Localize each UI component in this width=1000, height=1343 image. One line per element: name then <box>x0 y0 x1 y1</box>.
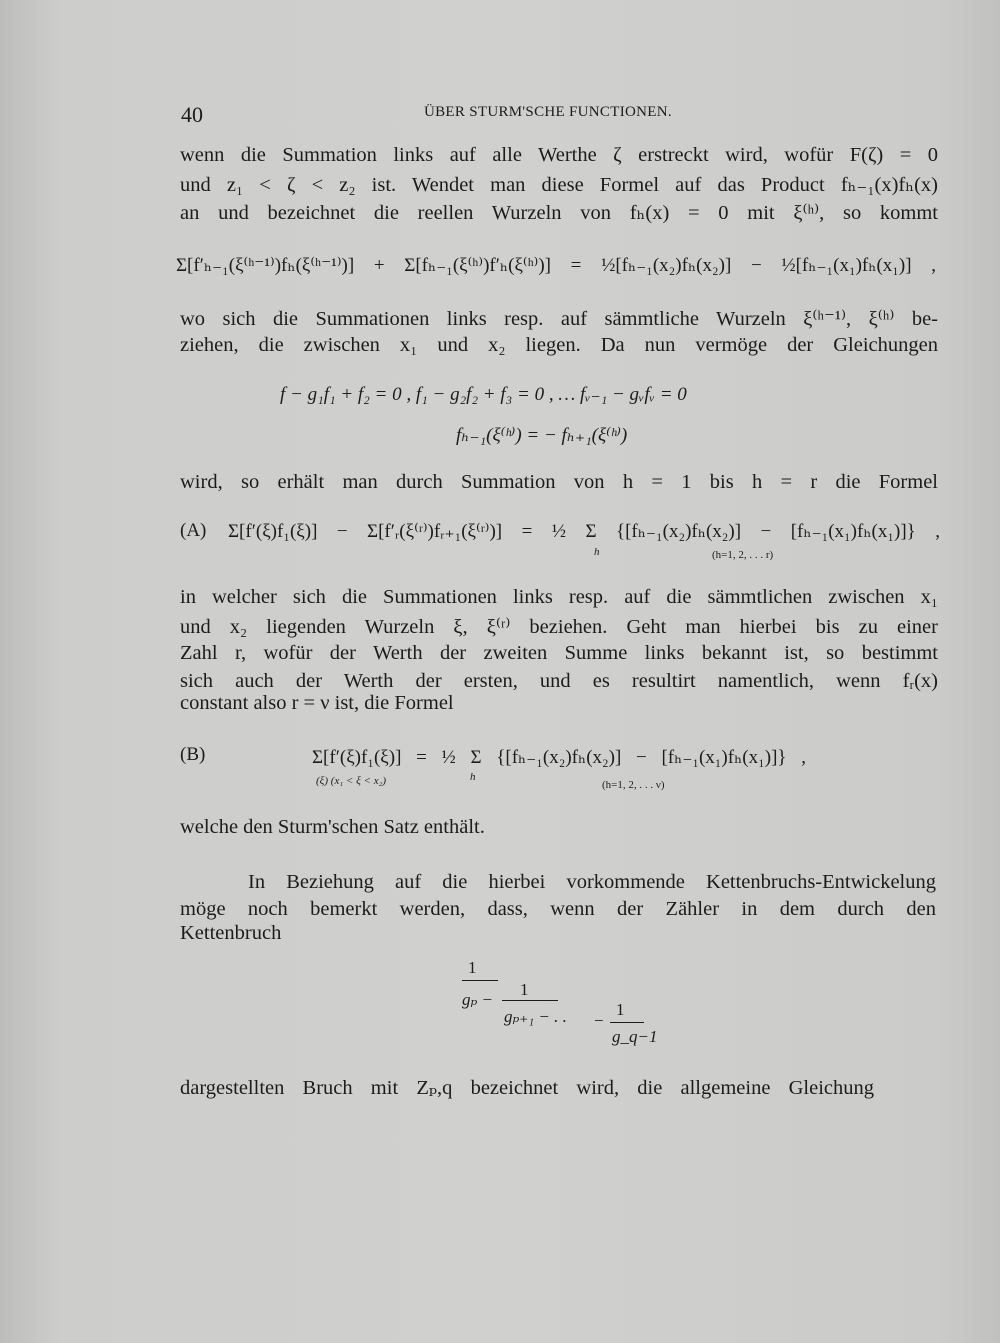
formula-2a: f − g₁f₁ + f₂ = 0 , f₁ − g₂f₂ + f₃ = 0 , … fᵥ₋₁ − gᵥfᵥ = 0 <box>280 384 687 405</box>
formula-a: Σ[f′(ξ)f₁(ξ)] − Σ[f′ᵣ(ξ⁽ʳ⁾)fᵣ₊₁(ξ⁽ʳ⁾)] = ½ Σ {[fₕ₋₁(x₂)fₕ(x₂)] − [fₕ₋₁(x₁)fₕ(x₁)]} , <box>228 521 940 542</box>
text-line: wenn die Summation links auf alle Werthe ζ erstreckt wird, wofür F(ζ) = 0 <box>180 144 938 166</box>
formula-b-sub-h: h <box>470 771 476 783</box>
cf-denominator-gq: g_q−1 <box>612 1027 658 1046</box>
text-line: Zahl r, wofür der Werth der zweiten Summe links bekannt ist, so bestimmt <box>180 642 938 664</box>
cf-numerator-1: 1 <box>468 958 477 977</box>
text-line: ziehen, die zwischen x₁ und x₂ liegen. Da nun vermöge der Gleichungen <box>180 334 938 356</box>
formula-b-range: (h=1, 2, . . . ν) <box>602 779 665 791</box>
text-line: möge noch bemerkt werden, dass, wenn der Zähler in dem durch den <box>180 898 936 920</box>
text-line: constant also r = ν ist, die Formel <box>180 692 454 714</box>
cf-denominator-gp1: gₚ₊₁ − . . <box>504 1007 567 1026</box>
text-line: sich auch der Werth der ersten, und es resultirt namentlich, wenn fᵣ(x) <box>180 670 938 692</box>
page-number: 40 <box>181 102 203 127</box>
formula-b-sub: (ξ) (x₁ < ξ < x₂) <box>316 775 387 787</box>
cf-minus: − <box>594 1011 604 1030</box>
text-line: und x₂ liegenden Wurzeln ξ, ξ⁽ʳ⁾ beziehen. Geht man hierbei bis zu einer <box>180 616 938 638</box>
cf-denominator-gp: gₚ − <box>462 990 494 1009</box>
text-line: In Beziehung auf die hierbei vorkommende Kettenbruchs-Entwickelung <box>248 871 936 893</box>
cf-rule-3 <box>610 1022 644 1023</box>
cf-rule-1 <box>462 980 498 981</box>
equation-label-a: (A) <box>180 520 207 541</box>
equation-label-b: (B) <box>180 744 206 765</box>
text-line: in welcher sich die Summationen links resp. auf die sämmtlichen zwischen x₁ <box>180 586 938 608</box>
running-head: ÜBER STURM'SCHE FUNCTIONEN. <box>424 104 672 120</box>
formula-a-sub-h: h <box>594 546 600 558</box>
cf-numerator-3: 1 <box>616 1000 625 1019</box>
text-line: und z₁ < ζ < z₂ ist. Wendet man diese Formel auf das Product fₕ₋₁(x)fₕ(x) <box>180 174 938 196</box>
formula-b: Σ[f′(ξ)f₁(ξ)] = ½ Σ {[fₕ₋₁(x₂)fₕ(x₂)] − [fₕ₋₁(x₁)fₕ(x₁)]} , <box>312 747 806 768</box>
text-line: wo sich die Summationen links resp. auf sämmtliche Wurzeln ξ⁽ʰ⁻¹⁾, ξ⁽ʰ⁾ be- <box>180 308 938 330</box>
cf-numerator-2: 1 <box>520 980 529 999</box>
text-line: wird, so erhält man durch Summation von h = 1 bis h = r die Formel <box>180 471 938 493</box>
formula-2b: fₕ₋₁(ξ⁽ʰ⁾) = − fₕ₊₁(ξ⁽ʰ⁾) <box>456 425 628 446</box>
text-line: an und bezeichnet die reellen Wurzeln von fₕ(x) = 0 mit ξ⁽ʰ⁾, so kommt <box>180 202 938 224</box>
formula-a-range: (h=1, 2, . . . r) <box>712 549 774 561</box>
text-line: welche den Sturm'schen Satz enthält. <box>180 816 485 838</box>
text-line: Kettenbruch <box>180 922 282 944</box>
cf-rule-2 <box>502 1000 558 1001</box>
text-line: dargestellten Bruch mit Zₚ,q bezeichnet wird, die allgemeine Gleichung <box>180 1077 874 1099</box>
formula-1: Σ[f′ₕ₋₁(ξ⁽ʰ⁻¹⁾)fₕ(ξ⁽ʰ⁻¹⁾)] + Σ[fₕ₋₁(ξ⁽ʰ⁾)f′ₕ(ξ⁽ʰ⁾)] = ½[fₕ₋₁(x₂)fₕ(x₂)] − ½[fₕ₋₁(x₁)fₕ(x₁)] , <box>176 255 936 276</box>
